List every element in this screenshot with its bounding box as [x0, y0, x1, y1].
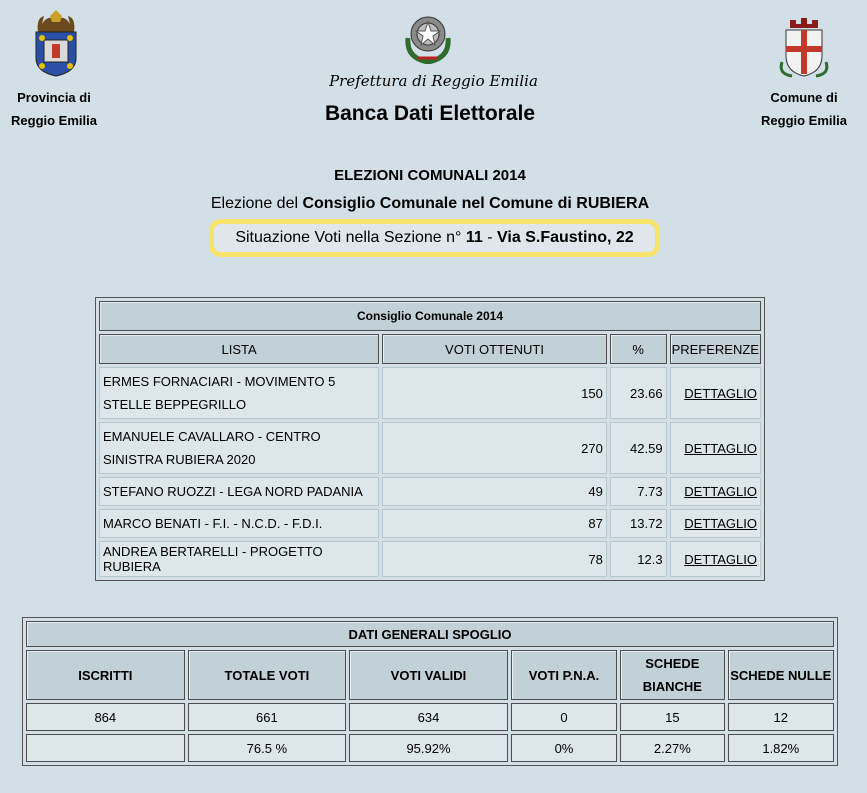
provincia-label-line2: Reggio Emilia [11, 113, 97, 128]
section-situation-banner [209, 219, 660, 257]
list-percent: 13.72 [610, 509, 667, 538]
list-percent: 12.3 [610, 541, 667, 577]
schede-bianche-value: 15 [620, 703, 724, 731]
voti-pna-value: 0 [511, 703, 617, 731]
header-schede-nulle: SCHEDE NULLE [728, 650, 834, 700]
list-votes: 87 [382, 509, 607, 538]
council-results-table [95, 297, 765, 581]
dettaglio-link[interactable]: DETTAGLIO [670, 509, 761, 538]
header-percent: % [610, 334, 667, 364]
list-percent: 23.66 [610, 367, 667, 419]
election-desc-council: Consiglio Comunale [302, 195, 458, 212]
voti-validi-value: 634 [349, 703, 508, 731]
dettaglio-link[interactable]: DETTAGLIO [670, 422, 761, 474]
provincia-label-line1: Provincia di [17, 90, 91, 105]
table-row [99, 509, 761, 538]
general-data-table [22, 617, 838, 766]
list-name: STEFANO RUOZZI - LEGA NORD PADANIA [99, 477, 379, 506]
election-description [0, 195, 860, 213]
header-schede-bianche: SCHEDE BIANCHE [620, 650, 724, 700]
schede-bianche-percent: 2.27% [620, 734, 724, 762]
header-voti-pna: VOTI P.N.A. [511, 650, 617, 700]
schede-nulle-value: 12 [728, 703, 834, 731]
list-name: MARCO BENATI - F.I. - N.C.D. - F.D.I. [99, 509, 379, 538]
list-votes: 270 [382, 422, 607, 474]
header-lista: LISTA [99, 334, 379, 364]
voti-pna-percent: 0% [511, 734, 617, 762]
list-votes: 49 [382, 477, 607, 506]
election-heading: ELEZIONI COMUNALI 2014 [334, 167, 526, 184]
list-name: ANDREA BERTARELLI - PROGETTO RUBIERA [99, 541, 379, 577]
dettaglio-link[interactable]: DETTAGLIO [670, 541, 761, 577]
election-desc-prefix: Elezione del [210, 195, 303, 212]
comune-label-line2: Reggio Emilia [761, 113, 847, 128]
italian-republic-emblem-icon [402, 8, 454, 64]
iscritti-percent [26, 734, 185, 762]
page-title: Banca Dati Elettorale [324, 102, 536, 125]
list-name: ERMES FORNACIARI - MOVIMENTO 5 STELLE BEPPEGRILLO [99, 367, 379, 419]
header-totale-voti: TOTALE VOTI [188, 650, 347, 700]
header-voti-ottenuti: VOTI OTTENUTI [382, 334, 607, 364]
section-number: 11 [465, 229, 483, 246]
prefettura-title: Prefettura di Reggio Emilia [329, 72, 538, 90]
table-row [26, 703, 834, 731]
situation-separator: - [482, 229, 498, 246]
dettaglio-link[interactable]: DETTAGLIO [670, 477, 761, 506]
provincia-coat-of-arms-icon [30, 10, 82, 78]
section-address: Via S.Faustino, 22 [497, 229, 634, 246]
election-desc-comune: nel Comune di RUBIERA [457, 195, 650, 212]
totale-voti-value: 661 [188, 703, 347, 731]
council-table-caption: Consiglio Comunale 2014 [99, 301, 761, 331]
table-row [99, 367, 761, 419]
list-percent: 42.59 [610, 422, 667, 474]
voti-validi-percent: 95.92% [349, 734, 508, 762]
list-votes: 78 [382, 541, 607, 577]
table-row [99, 477, 761, 506]
header-preferenze: PREFERENZE [670, 334, 761, 364]
table-row [26, 734, 834, 762]
dettaglio-link[interactable]: DETTAGLIO [670, 367, 761, 419]
list-votes: 150 [382, 367, 607, 419]
list-name: EMANUELE CAVALLARO - CENTRO SINISTRA RUBIERA 2020 [99, 422, 379, 474]
list-percent: 7.73 [610, 477, 667, 506]
header-voti-validi: VOTI VALIDI [349, 650, 508, 700]
comune-coat-of-arms-icon [778, 16, 830, 78]
header-iscritti: ISCRITTI [26, 650, 185, 700]
general-table-caption: DATI GENERALI SPOGLIO [26, 621, 834, 647]
totale-voti-percent: 76.5 % [188, 734, 347, 762]
situation-prefix: Situazione Voti nella Sezione n° [235, 229, 466, 246]
table-row [99, 541, 761, 577]
comune-label-line1: Comune di [770, 90, 838, 105]
iscritti-value: 864 [26, 703, 185, 731]
schede-nulle-percent: 1.82% [728, 734, 834, 762]
table-row [99, 422, 761, 474]
